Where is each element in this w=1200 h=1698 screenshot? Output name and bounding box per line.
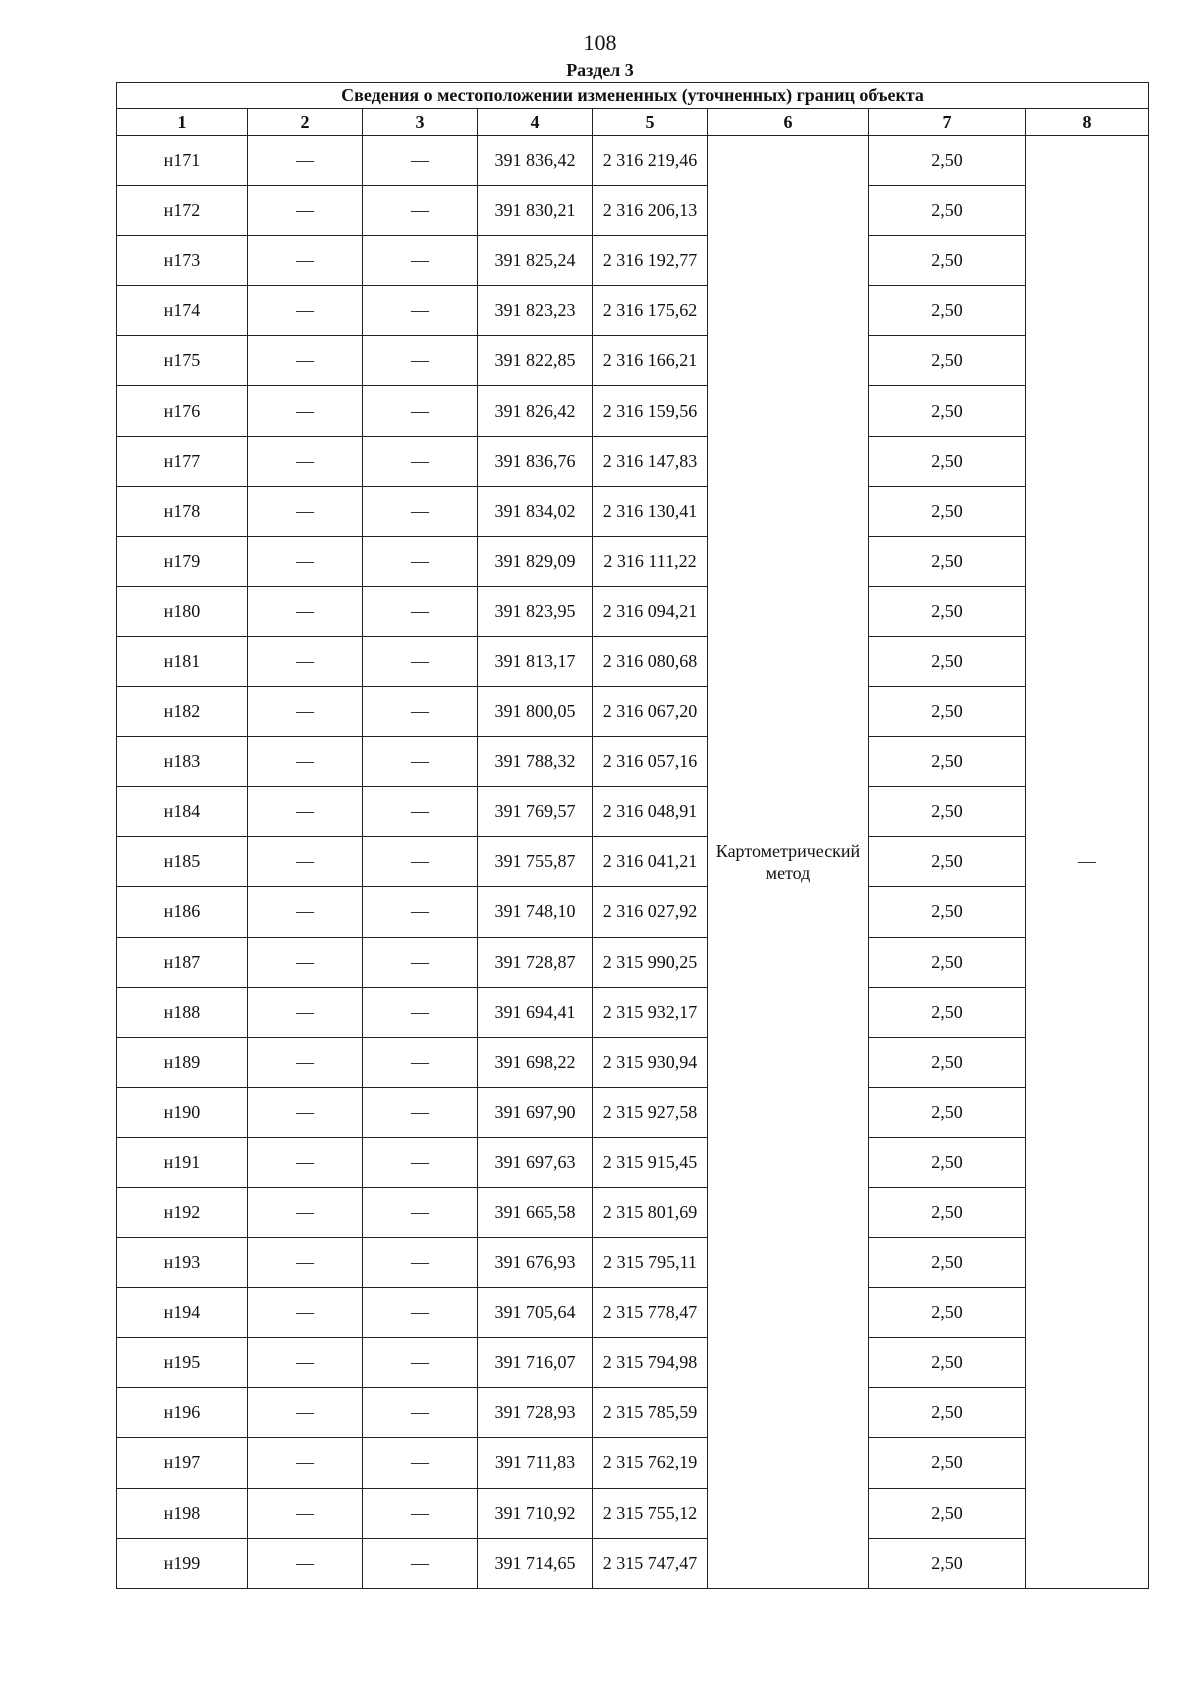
col3-cell: —: [363, 837, 478, 887]
col3-cell: —: [363, 687, 478, 737]
col3-cell: —: [363, 1438, 478, 1488]
y-coordinate-cell: 2 316 048,91: [593, 787, 708, 837]
coordinates-table: [116, 82, 1149, 1589]
col2-cell: —: [248, 186, 363, 236]
col2-cell: —: [248, 486, 363, 536]
x-coordinate-cell: 391 716,07: [478, 1338, 593, 1388]
x-coordinate-cell: 391 813,17: [478, 636, 593, 686]
col3-cell: —: [363, 236, 478, 286]
x-coordinate-cell: 391 825,24: [478, 236, 593, 286]
col3-cell: —: [363, 386, 478, 436]
x-coordinate-cell: 391 711,83: [478, 1438, 593, 1488]
point-cell: н199: [117, 1538, 248, 1588]
x-coordinate-cell: 391 665,58: [478, 1187, 593, 1237]
x-coordinate-cell: 391 834,02: [478, 486, 593, 536]
table-row: [117, 386, 1149, 436]
table-row: [117, 536, 1149, 586]
point-cell: н191: [117, 1137, 248, 1187]
table-body: [117, 136, 1149, 1589]
point-cell: н176: [117, 386, 248, 436]
point-cell: н177: [117, 436, 248, 486]
x-coordinate-cell: 391 823,23: [478, 286, 593, 336]
x-coordinate-cell: 391 748,10: [478, 887, 593, 937]
y-coordinate-cell: 2 316 219,46: [593, 136, 708, 186]
table-row: [117, 1288, 1149, 1338]
col2-cell: —: [248, 536, 363, 586]
table-row: [117, 1338, 1149, 1388]
col3-cell: —: [363, 286, 478, 336]
point-cell: н188: [117, 987, 248, 1037]
col2-cell: —: [248, 687, 363, 737]
x-coordinate-cell: 391 755,87: [478, 837, 593, 887]
accuracy-cell: 2,50: [869, 987, 1026, 1037]
col3-cell: —: [363, 636, 478, 686]
col3-cell: —: [363, 1238, 478, 1288]
table-row: [117, 937, 1149, 987]
page-number: 108: [583, 30, 617, 55]
y-coordinate-cell: 2 316 159,56: [593, 386, 708, 436]
col3-cell: —: [363, 536, 478, 586]
col3-cell: —: [363, 1187, 478, 1237]
col3-cell: —: [363, 1037, 478, 1087]
table-row: [117, 1037, 1149, 1087]
col3-cell: —: [363, 486, 478, 536]
table-row: [117, 1137, 1149, 1187]
point-cell: н187: [117, 937, 248, 987]
point-cell: н196: [117, 1388, 248, 1438]
method-cell: Картометрический метод: [708, 136, 869, 1589]
table-row: [117, 436, 1149, 486]
y-coordinate-cell: 2 316 166,21: [593, 336, 708, 386]
y-coordinate-cell: 2 315 762,19: [593, 1438, 708, 1488]
table-row: [117, 1438, 1149, 1488]
point-cell: н185: [117, 837, 248, 887]
col2-cell: —: [248, 236, 363, 286]
col2-cell: —: [248, 1388, 363, 1438]
table-row: [117, 136, 1149, 186]
point-cell: н189: [117, 1037, 248, 1087]
y-coordinate-cell: 2 316 057,16: [593, 737, 708, 787]
table-row: [117, 336, 1149, 386]
column-number: 2: [248, 109, 363, 136]
x-coordinate-cell: 391 710,92: [478, 1488, 593, 1538]
accuracy-cell: 2,50: [869, 787, 1026, 837]
x-coordinate-cell: 391 800,05: [478, 687, 593, 737]
col2-cell: —: [248, 1087, 363, 1137]
accuracy-cell: 2,50: [869, 136, 1026, 186]
col2-cell: —: [248, 386, 363, 436]
table-row: [117, 1488, 1149, 1538]
col3-cell: —: [363, 1137, 478, 1187]
table-row: [117, 737, 1149, 787]
col2-cell: —: [248, 336, 363, 386]
accuracy-cell: 2,50: [869, 336, 1026, 386]
y-coordinate-cell: 2 316 147,83: [593, 436, 708, 486]
accuracy-cell: 2,50: [869, 536, 1026, 586]
table-row: [117, 186, 1149, 236]
x-coordinate-cell: 391 714,65: [478, 1538, 593, 1588]
col2-cell: —: [248, 1187, 363, 1237]
col3-cell: —: [363, 186, 478, 236]
x-coordinate-cell: 391 826,42: [478, 386, 593, 436]
accuracy-cell: 2,50: [869, 186, 1026, 236]
point-cell: н184: [117, 787, 248, 837]
point-cell: н183: [117, 737, 248, 787]
column-number-row: [117, 109, 1149, 136]
accuracy-cell: 2,50: [869, 1438, 1026, 1488]
y-coordinate-cell: 2 316 027,92: [593, 887, 708, 937]
section-title: Раздел 3: [566, 60, 634, 80]
point-cell: н186: [117, 887, 248, 937]
y-coordinate-cell: 2 316 111,22: [593, 536, 708, 586]
accuracy-cell: 2,50: [869, 1338, 1026, 1388]
point-cell: н193: [117, 1238, 248, 1288]
table-row: [117, 1087, 1149, 1137]
accuracy-cell: 2,50: [869, 286, 1026, 336]
x-coordinate-cell: 391 728,93: [478, 1388, 593, 1438]
point-cell: н181: [117, 636, 248, 686]
point-cell: н197: [117, 1438, 248, 1488]
y-coordinate-cell: 2 316 067,20: [593, 687, 708, 737]
accuracy-cell: 2,50: [869, 636, 1026, 686]
col2-cell: —: [248, 436, 363, 486]
accuracy-cell: 2,50: [869, 1137, 1026, 1187]
point-cell: н178: [117, 486, 248, 536]
point-cell: н194: [117, 1288, 248, 1338]
table-row: [117, 286, 1149, 336]
y-coordinate-cell: 2 315 794,98: [593, 1338, 708, 1388]
col2-cell: —: [248, 837, 363, 887]
col3-cell: —: [363, 1488, 478, 1538]
col8-cell: —: [1026, 136, 1149, 1589]
col3-cell: —: [363, 1338, 478, 1388]
y-coordinate-cell: 2 315 932,17: [593, 987, 708, 1037]
y-coordinate-cell: 2 315 755,12: [593, 1488, 708, 1538]
point-cell: н172: [117, 186, 248, 236]
x-coordinate-cell: 391 829,09: [478, 536, 593, 586]
col2-cell: —: [248, 1037, 363, 1087]
point-cell: н182: [117, 687, 248, 737]
y-coordinate-cell: 2 315 795,11: [593, 1238, 708, 1288]
col2-cell: —: [248, 1438, 363, 1488]
y-coordinate-cell: 2 315 801,69: [593, 1187, 708, 1237]
accuracy-cell: 2,50: [869, 1238, 1026, 1288]
point-cell: н174: [117, 286, 248, 336]
point-cell: н179: [117, 536, 248, 586]
col3-cell: —: [363, 136, 478, 186]
col3-cell: —: [363, 586, 478, 636]
accuracy-cell: 2,50: [869, 1187, 1026, 1237]
table-caption: Сведения о местоположении измененных (уточненных) границ объекта: [117, 83, 1149, 109]
point-cell: н171: [117, 136, 248, 186]
col3-cell: —: [363, 336, 478, 386]
col2-cell: —: [248, 1538, 363, 1588]
y-coordinate-cell: 2 315 785,59: [593, 1388, 708, 1438]
column-number: 1: [117, 109, 248, 136]
column-number: 5: [593, 109, 708, 136]
y-coordinate-cell: 2 316 192,77: [593, 236, 708, 286]
table-row: [117, 1238, 1149, 1288]
col2-cell: —: [248, 737, 363, 787]
point-cell: н173: [117, 236, 248, 286]
column-number: 4: [478, 109, 593, 136]
y-coordinate-cell: 2 315 747,47: [593, 1538, 708, 1588]
col2-cell: —: [248, 136, 363, 186]
col2-cell: —: [248, 1288, 363, 1338]
accuracy-cell: 2,50: [869, 1388, 1026, 1438]
x-coordinate-cell: 391 676,93: [478, 1238, 593, 1288]
table-row: [117, 887, 1149, 937]
col3-cell: —: [363, 737, 478, 787]
x-coordinate-cell: 391 836,42: [478, 136, 593, 186]
accuracy-cell: 2,50: [869, 837, 1026, 887]
x-coordinate-cell: 391 698,22: [478, 1037, 593, 1087]
column-number: 8: [1026, 109, 1149, 136]
col3-cell: —: [363, 1538, 478, 1588]
table-row: [117, 586, 1149, 636]
accuracy-cell: 2,50: [869, 937, 1026, 987]
x-coordinate-cell: 391 823,95: [478, 586, 593, 636]
accuracy-cell: 2,50: [869, 687, 1026, 737]
accuracy-cell: 2,50: [869, 1488, 1026, 1538]
x-coordinate-cell: 391 788,32: [478, 737, 593, 787]
accuracy-cell: 2,50: [869, 586, 1026, 636]
table-row: [117, 1538, 1149, 1588]
point-cell: н180: [117, 586, 248, 636]
x-coordinate-cell: 391 697,90: [478, 1087, 593, 1137]
table-row: [117, 636, 1149, 686]
y-coordinate-cell: 2 316 094,21: [593, 586, 708, 636]
point-cell: н195: [117, 1338, 248, 1388]
y-coordinate-cell: 2 315 927,58: [593, 1087, 708, 1137]
col2-cell: —: [248, 1338, 363, 1388]
col2-cell: —: [248, 636, 363, 686]
y-coordinate-cell: 2 316 175,62: [593, 286, 708, 336]
col3-cell: —: [363, 1388, 478, 1438]
col2-cell: —: [248, 937, 363, 987]
column-number: 6: [708, 109, 869, 136]
col3-cell: —: [363, 787, 478, 837]
accuracy-cell: 2,50: [869, 386, 1026, 436]
y-coordinate-cell: 2 316 130,41: [593, 486, 708, 536]
col2-cell: —: [248, 1488, 363, 1538]
point-cell: н192: [117, 1187, 248, 1237]
y-coordinate-cell: 2 316 080,68: [593, 636, 708, 686]
accuracy-cell: 2,50: [869, 1288, 1026, 1338]
accuracy-cell: 2,50: [869, 887, 1026, 937]
accuracy-cell: 2,50: [869, 436, 1026, 486]
table-row: [117, 837, 1149, 887]
col2-cell: —: [248, 286, 363, 336]
x-coordinate-cell: 391 822,85: [478, 336, 593, 386]
accuracy-cell: 2,50: [869, 737, 1026, 787]
x-coordinate-cell: 391 769,57: [478, 787, 593, 837]
y-coordinate-cell: 2 315 990,25: [593, 937, 708, 987]
table-row: [117, 787, 1149, 837]
point-cell: н190: [117, 1087, 248, 1137]
accuracy-cell: 2,50: [869, 486, 1026, 536]
col3-cell: —: [363, 987, 478, 1037]
table-row: [117, 987, 1149, 1037]
col3-cell: —: [363, 1087, 478, 1137]
col3-cell: —: [363, 436, 478, 486]
column-number: 3: [363, 109, 478, 136]
y-coordinate-cell: 2 316 206,13: [593, 186, 708, 236]
accuracy-cell: 2,50: [869, 1538, 1026, 1588]
x-coordinate-cell: 391 705,64: [478, 1288, 593, 1338]
x-coordinate-cell: 391 694,41: [478, 987, 593, 1037]
y-coordinate-cell: 2 316 041,21: [593, 837, 708, 887]
accuracy-cell: 2,50: [869, 1087, 1026, 1137]
table-row: [117, 236, 1149, 286]
col3-cell: —: [363, 937, 478, 987]
y-coordinate-cell: 2 315 930,94: [593, 1037, 708, 1087]
col3-cell: —: [363, 887, 478, 937]
col2-cell: —: [248, 1137, 363, 1187]
table-row: [117, 486, 1149, 536]
col3-cell: —: [363, 1288, 478, 1338]
col2-cell: —: [248, 586, 363, 636]
table-row: [117, 1388, 1149, 1438]
table-row: [117, 1187, 1149, 1237]
y-coordinate-cell: 2 315 915,45: [593, 1137, 708, 1187]
column-number: 7: [869, 109, 1026, 136]
col2-cell: —: [248, 987, 363, 1037]
col2-cell: —: [248, 1238, 363, 1288]
col2-cell: —: [248, 887, 363, 937]
y-coordinate-cell: 2 315 778,47: [593, 1288, 708, 1338]
col2-cell: —: [248, 787, 363, 837]
accuracy-cell: 2,50: [869, 1037, 1026, 1087]
x-coordinate-cell: 391 830,21: [478, 186, 593, 236]
table-row: [117, 687, 1149, 737]
accuracy-cell: 2,50: [869, 236, 1026, 286]
x-coordinate-cell: 391 836,76: [478, 436, 593, 486]
point-cell: н198: [117, 1488, 248, 1538]
x-coordinate-cell: 391 728,87: [478, 937, 593, 987]
x-coordinate-cell: 391 697,63: [478, 1137, 593, 1187]
point-cell: н175: [117, 336, 248, 386]
